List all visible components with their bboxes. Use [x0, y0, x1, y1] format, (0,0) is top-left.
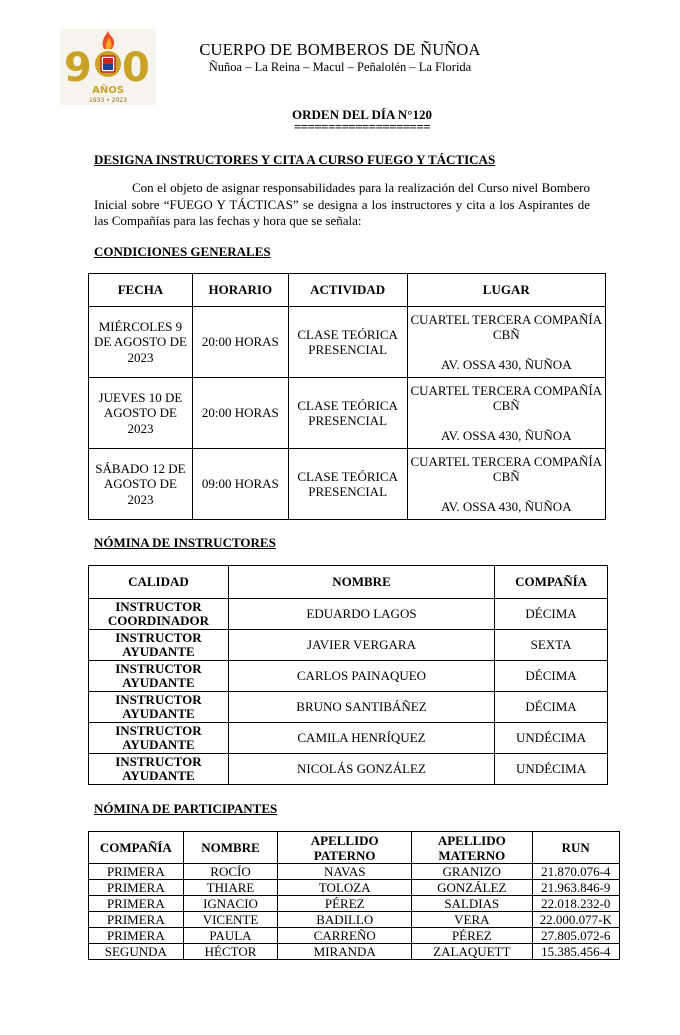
lugar-address: AV. OSSA 430, ÑUÑOA [440, 356, 572, 372]
apellido-materno-cell: GONZÁLEZ [412, 880, 532, 896]
nombre-cell: CAMILA HENRÍQUEZ [228, 723, 494, 754]
col-header-horario: HORARIO [192, 274, 288, 307]
instructors-heading: NÓMINA DE INSTRUCTORES [94, 535, 276, 550]
table-row [89, 599, 608, 630]
svg-text:9: 9 [64, 45, 92, 91]
horario-cell: 09:00 HORAS [192, 449, 288, 520]
table-row [89, 896, 620, 912]
actividad-cell: CLASE TEÓRICA PRESENCIAL [288, 307, 407, 378]
col-header-run: RUN [532, 832, 620, 864]
lugar-cell [407, 378, 605, 449]
nombre-cell: PAULA [183, 928, 278, 944]
nombre-cell: IGNACIO [183, 896, 278, 912]
compania-cell: PRIMERA [89, 864, 184, 880]
col-header-nombre: NOMBRE [228, 566, 494, 599]
svg-text:AÑOS: AÑOS [92, 85, 124, 96]
compania-cell: PRIMERA [89, 928, 184, 944]
run-cell: 15.385.456-4 [532, 944, 620, 960]
apellido-paterno-cell: PÉREZ [278, 896, 412, 912]
svg-text:0: 0 [122, 45, 150, 91]
conditions-table [88, 273, 606, 520]
col-header-apellido-paterno: APELLIDO PATERNO [278, 832, 412, 864]
lugar-building: CUARTEL TERCERA COMPAÑÍA CBÑ [410, 382, 603, 414]
order-title: ORDEN DEL DÍA N°120 [292, 107, 432, 122]
calidad-cell: INSTRUCTOR AYUDANTE [89, 661, 229, 692]
calidad-cell: INSTRUCTOR AYUDANTE [89, 692, 229, 723]
col-header-actividad: ACTIVIDAD [288, 274, 407, 307]
compania-cell: SEGUNDA [89, 944, 184, 960]
communes-line: Ñuñoa – La Reina – Macul – Peñalolén – La Florida [208, 60, 472, 74]
table-header-row [89, 566, 608, 599]
apellido-materno-cell: PÉREZ [412, 928, 532, 944]
table-row [89, 912, 620, 928]
intro-text: Con el objeto de asignar responsabilidades para la realización del Curso nivel Bombero Inicial sobre “FUEGO Y TÁCTICAS” se designa a los instructores y cita a los Aspirantes de las Compañías para las fechas y hora que se señala: [94, 180, 590, 228]
compania-cell: PRIMERA [89, 896, 184, 912]
calidad-cell: INSTRUCTOR AYUDANTE [89, 723, 229, 754]
calidad-cell: INSTRUCTOR AYUDANTE [89, 630, 229, 661]
order-title-underline: ==================== [293, 119, 431, 134]
nombre-cell: NICOLÁS GONZÁLEZ [228, 754, 494, 785]
participants-table [88, 831, 620, 960]
apellido-paterno-cell: BADILLO [278, 912, 412, 928]
horario-cell: 20:00 HORAS [192, 378, 288, 449]
calidad-cell: INSTRUCTOR COORDINADOR [89, 599, 229, 630]
apellido-paterno-cell: TOLOZA [278, 880, 412, 896]
table-row [89, 630, 608, 661]
compania-cell: PRIMERA [89, 912, 184, 928]
lugar-building: CUARTEL TERCERA COMPAÑÍA CBÑ [410, 311, 603, 343]
table-row [89, 864, 620, 880]
actividad-cell: CLASE TEÓRICA PRESENCIAL [288, 378, 407, 449]
table-row [89, 378, 606, 449]
col-header-apellido-materno: APELLIDO MATERNO [412, 832, 532, 864]
nombre-cell: BRUNO SANTIBÁÑEZ [228, 692, 494, 723]
fecha-cell: SÁBADO 12 DE AGOSTO DE 2023 [89, 449, 193, 520]
intro-paragraph [94, 180, 590, 230]
actividad-cell: CLASE TEÓRICA PRESENCIAL [288, 449, 407, 520]
apellido-materno-cell: SALDIAS [412, 896, 532, 912]
apellido-materno-cell: VERA [412, 912, 532, 928]
compania-cell: DÉCIMA [495, 692, 608, 723]
lugar-address: AV. OSSA 430, ÑUÑOA [440, 498, 572, 514]
col-header-lugar: LUGAR [407, 274, 605, 307]
nombre-cell: EDUARDO LAGOS [228, 599, 494, 630]
compania-cell: PRIMERA [89, 880, 184, 896]
table-row [89, 307, 606, 378]
conditions-heading: CONDICIONES GENERALES [94, 244, 271, 259]
lugar-cell [407, 307, 605, 378]
run-cell: 21.870.076-4 [532, 864, 620, 880]
run-cell: 22.000.077-K [532, 912, 620, 928]
table-row [89, 754, 608, 785]
col-header-fecha: FECHA [89, 274, 193, 307]
nombre-cell: CARLOS PAINAQUEO [228, 661, 494, 692]
compania-cell: SEXTA [495, 630, 608, 661]
apellido-materno-cell: GRANIZO [412, 864, 532, 880]
compania-cell: UNDÉCIMA [495, 723, 608, 754]
col-header-nombre: NOMBRE [183, 832, 278, 864]
anniversary-logo [60, 29, 156, 105]
apellido-paterno-cell: MIRANDA [278, 944, 412, 960]
col-header-compania: COMPAÑÍA [495, 566, 608, 599]
compania-cell: DÉCIMA [495, 599, 608, 630]
col-header-compania: COMPAÑÍA [89, 832, 184, 864]
subject-heading: DESIGNA INSTRUCTORES Y CITA A CURSO FUEGO Y TÁCTICAS [94, 152, 496, 167]
fecha-cell: JUEVES 10 DE AGOSTO DE 2023 [89, 378, 193, 449]
run-cell: 21.963.846-9 [532, 880, 620, 896]
col-header-calidad: CALIDAD [89, 566, 229, 599]
fecha-cell: MIÉRCOLES 9 DE AGOSTO DE 2023 [89, 307, 193, 378]
table-row [89, 723, 608, 754]
compania-cell: UNDÉCIMA [495, 754, 608, 785]
table-row [89, 944, 620, 960]
run-cell: 27.805.072-6 [532, 928, 620, 944]
table-header-row [89, 274, 606, 307]
table-row [89, 661, 608, 692]
lugar-cell [407, 449, 605, 520]
compania-cell: DÉCIMA [495, 661, 608, 692]
instructors-table [88, 565, 608, 785]
lugar-building: CUARTEL TERCERA COMPAÑÍA CBÑ [410, 453, 603, 485]
apellido-paterno-cell: NAVAS [278, 864, 412, 880]
calidad-cell: INSTRUCTOR AYUDANTE [89, 754, 229, 785]
participants-heading: NÓMINA DE PARTICIPANTES [94, 801, 278, 816]
organization-name: CUERPO DE BOMBEROS DE ÑUÑOA [199, 40, 481, 59]
nombre-cell: JAVIER VERGARA [228, 630, 494, 661]
table-row [89, 692, 608, 723]
run-cell: 22.018.232-0 [532, 896, 620, 912]
nombre-cell: ROCÍO [183, 864, 278, 880]
table-row [89, 928, 620, 944]
table-header-row [89, 832, 620, 864]
nombre-cell: HÉCTOR [183, 944, 278, 960]
nombre-cell: THIARE [183, 880, 278, 896]
apellido-materno-cell: ZALAQUETT [412, 944, 532, 960]
svg-text:1933 • 2023: 1933 • 2023 [89, 97, 127, 104]
lugar-address: AV. OSSA 430, ÑUÑOA [440, 427, 572, 443]
apellido-paterno-cell: CARREÑO [278, 928, 412, 944]
table-row [89, 880, 620, 896]
nombre-cell: VICENTE [183, 912, 278, 928]
table-row [89, 449, 606, 520]
horario-cell: 20:00 HORAS [192, 307, 288, 378]
